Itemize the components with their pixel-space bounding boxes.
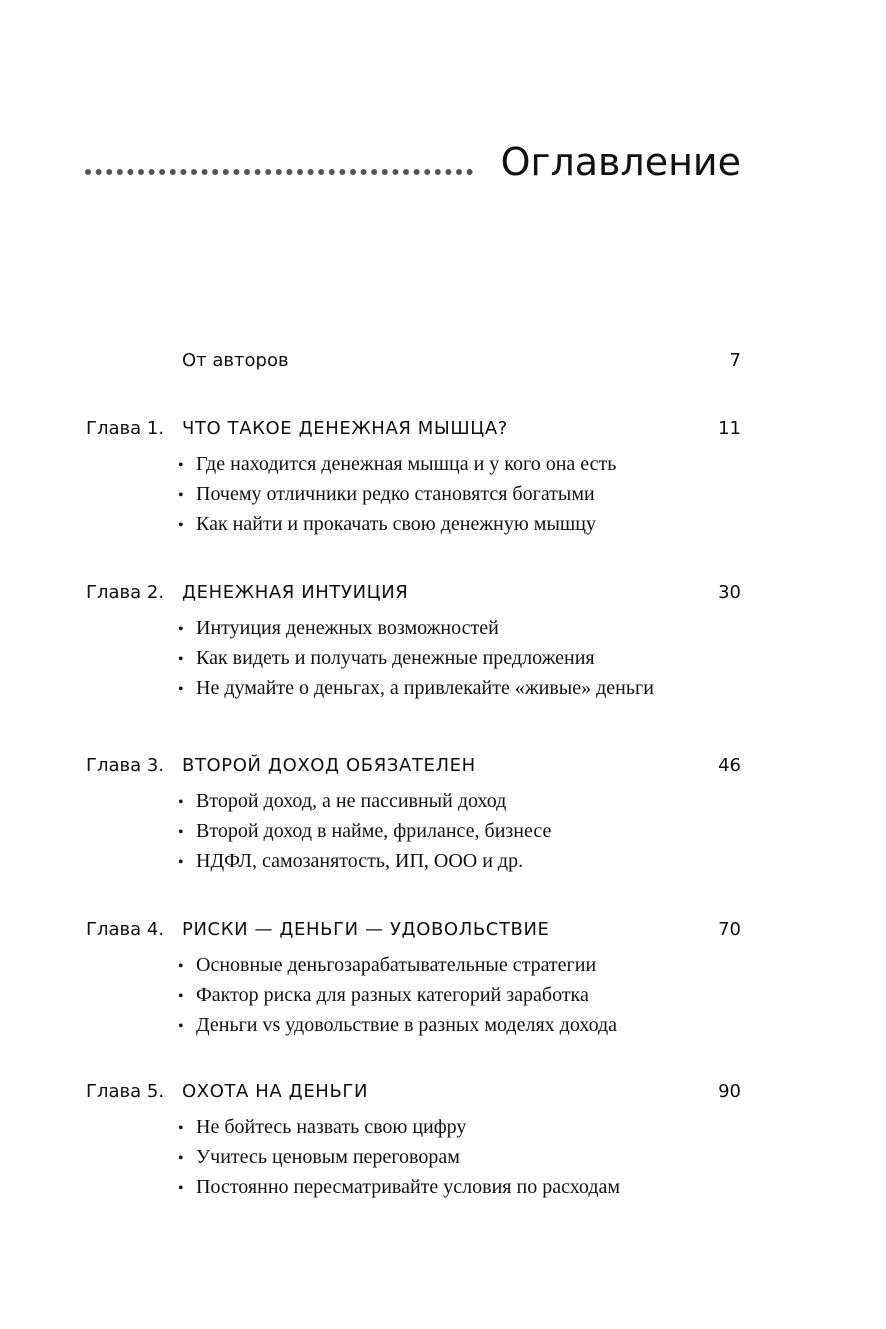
chapter-title: РИСКИ — ДЕНЬГИ — УДОВОЛЬСТВИЕ [182, 919, 550, 940]
leader-dot [403, 169, 409, 175]
leader-dot [85, 169, 91, 175]
leader-dot [212, 169, 218, 175]
topic-item: • Основные деньгозарабатывательные стратегии [178, 950, 617, 980]
topic-item: • Постоянно пересматривайте условия по расходам [178, 1172, 620, 1202]
toc-chapter-2[interactable] [0, 578, 886, 608]
leader-dot [244, 169, 250, 175]
leader-dot [202, 169, 208, 175]
leader-dot [265, 169, 271, 175]
leader-dot [191, 169, 197, 175]
chapter-label: Глава 2. [86, 582, 165, 603]
chapter-5-topics [178, 1112, 620, 1202]
chapter-4-topics [178, 950, 617, 1040]
chapter-title: ДЕНЕЖНАЯ ИНТУИЦИЯ [182, 582, 409, 603]
chapter-2-topics [178, 613, 654, 703]
toc-page-number: 70 [718, 919, 741, 940]
topic-item: • НДФЛ, самозанятость, ИП, ООО и др. [178, 846, 551, 876]
leader-dot [276, 169, 282, 175]
leader-dot [308, 169, 314, 175]
leader-dot [361, 169, 367, 175]
dotted-leader [84, 166, 484, 178]
chapter-title: ОХОТА НА ДЕНЬГИ [182, 1081, 369, 1102]
leader-dot [223, 169, 229, 175]
leader-dot [329, 169, 335, 175]
chapter-label: Глава 5. [86, 1081, 165, 1102]
chapter-3-topics [178, 786, 551, 876]
toc-chapter-3[interactable] [0, 751, 886, 781]
topic-item: • Почему отличники редко становятся богатыми [178, 479, 616, 509]
toc-page-number: 46 [718, 755, 741, 776]
topic-item: • Деньги vs удовольствие в разных моделях дохода [178, 1010, 617, 1040]
leader-dot [350, 169, 356, 175]
leader-dot [371, 169, 377, 175]
topic-item: • Второй доход в найме, фрилансе, бизнесе [178, 816, 551, 846]
topic-item: • Интуиция денежных возможностей [178, 613, 654, 643]
chapter-1-topics [178, 449, 616, 539]
leader-dot [286, 169, 292, 175]
leader-dot [414, 169, 420, 175]
leader-dot [318, 169, 324, 175]
leader-dot [96, 169, 102, 175]
leader-dot [467, 169, 473, 175]
toc-entry-title: От авторов [182, 350, 289, 371]
leader-dot [339, 169, 345, 175]
leader-dot [106, 169, 112, 175]
topic-item: • Не бойтесь назвать свою цифру [178, 1112, 620, 1142]
leader-dot [138, 169, 144, 175]
chapter-title: ВТОРОЙ ДОХОД ОБЯЗАТЕЛЕН [182, 755, 476, 776]
chapter-label: Глава 3. [86, 755, 165, 776]
chapter-title: ЧТО ТАКОЕ ДЕНЕЖНАЯ МЫШЦА? [182, 418, 508, 439]
topic-item: • Как видеть и получать денежные предложения [178, 643, 654, 673]
topic-item: • Где находится денежная мышца и у кого она есть [178, 449, 616, 479]
leader-dot [159, 169, 165, 175]
toc-page-number: 11 [718, 418, 741, 439]
chapter-label: Глава 1. [86, 418, 165, 439]
topic-item: • Второй доход, а не пассивный доход [178, 786, 551, 816]
page-title: Оглавление [500, 140, 741, 184]
topic-item: • Не думайте о деньгах, а привлекайте «живые» деньги [178, 673, 654, 703]
leader-dot [392, 169, 398, 175]
leader-dot [445, 169, 451, 175]
leader-dot [117, 169, 123, 175]
leader-dot [255, 169, 261, 175]
leader-dot [180, 169, 186, 175]
leader-dot [233, 169, 239, 175]
topic-item: • Фактор риска для разных категорий заработка [178, 980, 617, 1010]
leader-dot [382, 169, 388, 175]
toc-chapter-4[interactable] [0, 915, 886, 945]
toc-page-number: 30 [718, 582, 741, 603]
topic-item: • Как найти и прокачать свою денежную мышцу [178, 509, 616, 539]
leader-dot [297, 169, 303, 175]
leader-dot [127, 169, 133, 175]
toc-entry-intro[interactable] [0, 346, 886, 376]
leader-dot [424, 169, 430, 175]
leader-dot [456, 169, 462, 175]
chapter-label: Глава 4. [86, 919, 165, 940]
toc-chapter-5[interactable] [0, 1077, 886, 1107]
leader-dot [170, 169, 176, 175]
toc-page-number: 7 [729, 350, 741, 371]
topic-item: • Учитесь ценовым переговорам [178, 1142, 620, 1172]
leader-dot [149, 169, 155, 175]
leader-dot [435, 169, 441, 175]
toc-chapter-1[interactable] [0, 414, 886, 444]
toc-page-number: 90 [718, 1081, 741, 1102]
